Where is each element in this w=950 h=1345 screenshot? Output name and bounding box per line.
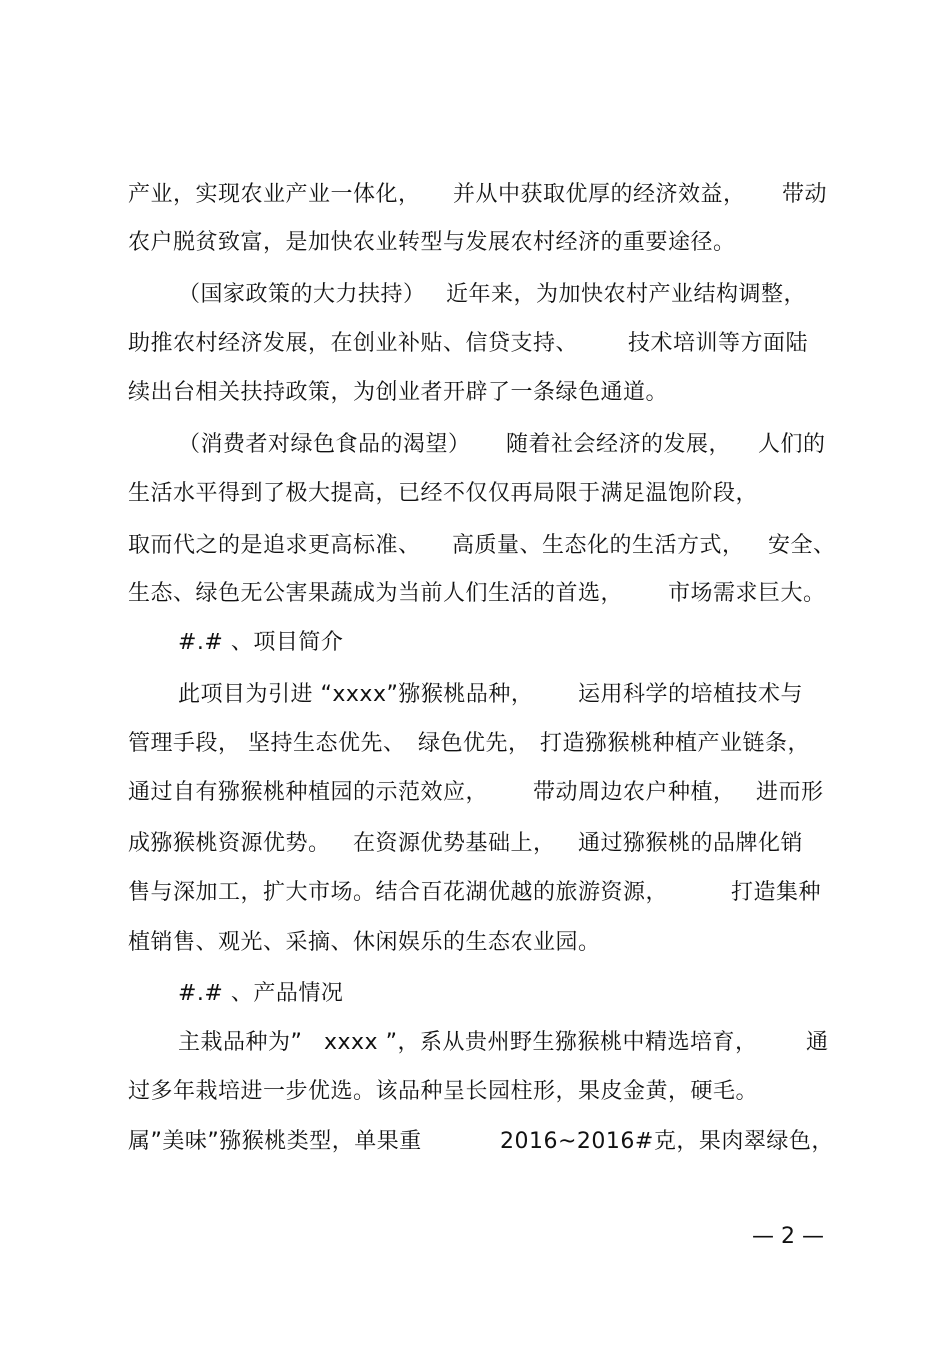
text-segment: 近年来，为加快农村产业结构调整， [446,282,807,307]
text-segment: 管理手段， [128,731,241,756]
text-segment: 植销售、观光、采摘、休闲娱乐的生态农业园。 [128,930,601,955]
text-segment: 人们的 [758,432,826,457]
text-segment: 并从中获取优厚的经济效益， [453,182,746,207]
text-segment: 取而代之的是追求更高标准、 [128,533,421,558]
text-segment: 打造猕猴桃种植产业链条， [540,731,811,756]
text-segment: 主栽品种为” [178,1030,303,1055]
text-segment: 过多年栽培进一步优选。该品种呈长园柱形，果皮金黄，硬毛。 [128,1079,759,1104]
text-segment: 成猕猴桃资源优势。 [128,831,331,856]
text-segment: 生活水平得到了极大提高，已经不仅仅再局限于满足温饱阶段， [128,481,759,506]
text-segment: 此项目为引进 “xxxx”猕猴桃品种， [178,682,534,707]
text-segment: （国家政策的大力扶持） [178,282,426,307]
text-segment: 在资源优势基础上， [353,831,556,856]
text-segment: 助推农村经济发展，在创业补贴、信贷支持、 [128,331,579,356]
text-segment: 续出台相关扶持政策，为创业者开辟了一条绿色通道。 [128,380,669,405]
text-segment: xxxx ”，系从贵州野生猕猴桃中精选培育， [324,1030,758,1055]
text-segment: 随着社会经济的发展， [506,432,732,457]
text-segment: 通 [806,1030,829,1055]
text-segment: 坚持生态优先、 [248,731,406,756]
text-segment: 运用科学的培植技术与 [578,682,804,707]
text-segment: 2016~2016#克，果肉翠绿色， [500,1129,834,1154]
page-number: — 2 — [752,1224,824,1249]
text-segment: 打造集种 [731,880,822,905]
text-segment: 市场需求巨大。 [668,581,826,606]
text-segment: 绿色优先， [418,731,531,756]
text-segment: 高质量、生态化的生活方式， [452,533,745,558]
text-segment: 生态、绿色无公害果蔬成为当前人们生活的首选， [128,581,624,606]
text-segment: （消费者对绿色食品的渴望） [178,432,471,457]
text-segment: 带动周边农户种植， [533,780,736,805]
text-segment: 安全、 [768,533,836,558]
text-segment: #.# 、产品情况 [178,981,344,1006]
text-segment: 技术培训等方面陆 [628,331,809,356]
text-segment: 带动 [782,182,828,207]
text-segment: 进而形 [756,780,824,805]
text-segment: 通过猕猴桃的品牌化销 [578,831,804,856]
text-segment: 农户脱贫致富，是加快农业转型与发展农村经济的重要途径。 [128,230,736,255]
text-segment: 产业，实现农业产业一体化， [128,182,421,207]
text-segment: 通过自有猕猴桃种植园的示范效应， [128,780,489,805]
text-segment: #.# 、项目简介 [178,630,344,655]
text-segment: 属”美味”猕猴桃类型，单果重 [128,1129,422,1154]
text-segment: 售与深加工，扩大市场。结合百花湖优越的旅游资源， [128,880,669,905]
